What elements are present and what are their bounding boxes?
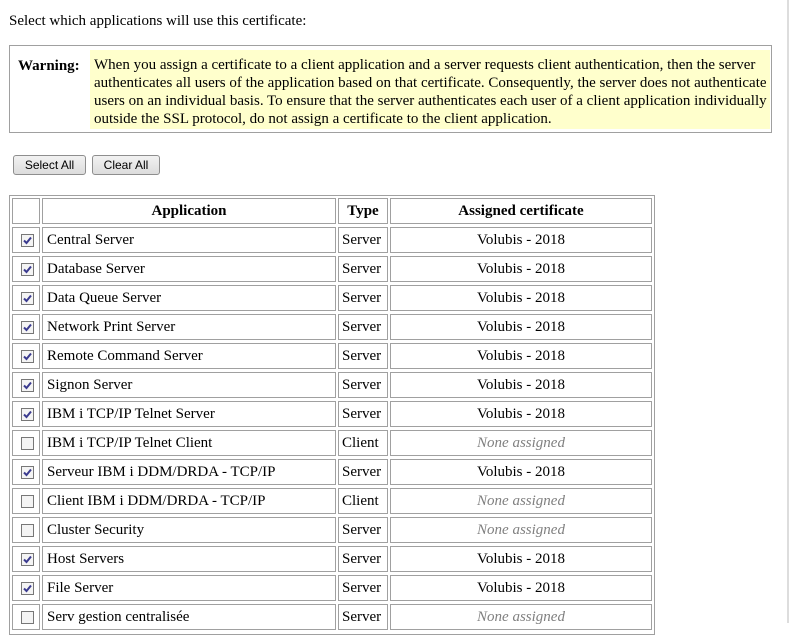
applications-table bbox=[9, 195, 655, 635]
application-type: Client bbox=[338, 430, 388, 456]
row-checkbox[interactable] bbox=[21, 263, 34, 276]
warning-text: When you assign a certificate to a client application and a server requests client authentication, then the server authenticates all users of the application based on that certificate. Consequently, the server does not authenticate users on an individual basis. To ensure that the server authenticates each user of a client application individually outside the SSL protocol, do not assign a certificate to the client application. bbox=[90, 50, 770, 129]
assigned-certificate: Volubis - 2018 bbox=[390, 459, 652, 485]
checkbox-cell bbox=[12, 285, 40, 311]
assigned-certificate: Volubis - 2018 bbox=[390, 227, 652, 253]
checkbox-cell bbox=[12, 459, 40, 485]
application-type: Server bbox=[338, 372, 388, 398]
assigned-certificate: Volubis - 2018 bbox=[390, 256, 652, 282]
checkbox-cell bbox=[12, 372, 40, 398]
row-checkbox[interactable] bbox=[21, 495, 34, 508]
checkbox-cell bbox=[12, 401, 40, 427]
checkmark-icon bbox=[22, 351, 33, 362]
application-name: Signon Server bbox=[42, 372, 336, 398]
application-name: IBM i TCP/IP Telnet Client bbox=[42, 430, 336, 456]
row-checkbox[interactable] bbox=[21, 379, 34, 392]
checkmark-icon bbox=[22, 380, 33, 391]
row-checkbox[interactable] bbox=[21, 350, 34, 363]
application-name: Data Queue Server bbox=[42, 285, 336, 311]
application-name: Host Servers bbox=[42, 546, 336, 572]
assigned-certificate: Volubis - 2018 bbox=[390, 285, 652, 311]
application-name: IBM i TCP/IP Telnet Server bbox=[42, 401, 336, 427]
header-application: Application bbox=[42, 198, 336, 224]
application-name: Client IBM i DDM/DRDA - TCP/IP bbox=[42, 488, 336, 514]
checkmark-icon bbox=[22, 264, 33, 275]
checkbox-cell bbox=[12, 517, 40, 543]
application-type: Server bbox=[338, 546, 388, 572]
checkbox-cell bbox=[12, 604, 40, 630]
row-checkbox[interactable] bbox=[21, 553, 34, 566]
warning-label: Warning: bbox=[18, 58, 80, 74]
row-checkbox[interactable] bbox=[21, 611, 34, 624]
application-name: Cluster Security bbox=[42, 517, 336, 543]
assigned-certificate: Volubis - 2018 bbox=[390, 575, 652, 601]
assigned-certificate: None assigned bbox=[390, 488, 652, 514]
assigned-certificate: None assigned bbox=[390, 604, 652, 630]
assigned-certificate: Volubis - 2018 bbox=[390, 314, 652, 340]
header-checkbox-column bbox=[12, 198, 40, 224]
application-type: Client bbox=[338, 488, 388, 514]
checkbox-cell bbox=[12, 343, 40, 369]
assigned-certificate: None assigned bbox=[390, 430, 652, 456]
application-name: Serv gestion centralisée bbox=[42, 604, 336, 630]
application-type: Server bbox=[338, 517, 388, 543]
row-checkbox[interactable] bbox=[21, 437, 34, 450]
assigned-certificate: Volubis - 2018 bbox=[390, 401, 652, 427]
application-type: Server bbox=[338, 314, 388, 340]
checkbox-cell bbox=[12, 488, 40, 514]
warning-box bbox=[9, 45, 772, 133]
row-checkbox[interactable] bbox=[21, 582, 34, 595]
application-type: Server bbox=[338, 401, 388, 427]
header-type: Type bbox=[338, 198, 388, 224]
row-checkbox[interactable] bbox=[21, 524, 34, 537]
application-type: Server bbox=[338, 285, 388, 311]
application-type: Server bbox=[338, 256, 388, 282]
row-checkbox[interactable] bbox=[21, 408, 34, 421]
checkmark-icon bbox=[22, 322, 33, 333]
checkbox-cell bbox=[12, 430, 40, 456]
application-name: Remote Command Server bbox=[42, 343, 336, 369]
application-type: Server bbox=[338, 343, 388, 369]
row-checkbox[interactable] bbox=[21, 321, 34, 334]
assigned-certificate: Volubis - 2018 bbox=[390, 372, 652, 398]
application-name: Central Server bbox=[42, 227, 336, 253]
application-type: Server bbox=[338, 459, 388, 485]
application-name: Network Print Server bbox=[42, 314, 336, 340]
checkmark-icon bbox=[22, 293, 33, 304]
checkmark-icon bbox=[22, 554, 33, 565]
assigned-certificate: Volubis - 2018 bbox=[390, 546, 652, 572]
assigned-certificate: Volubis - 2018 bbox=[390, 343, 652, 369]
application-type: Server bbox=[338, 575, 388, 601]
assigned-certificate: None assigned bbox=[390, 517, 652, 543]
checkmark-icon bbox=[22, 467, 33, 478]
checkmark-icon bbox=[22, 409, 33, 420]
row-checkbox[interactable] bbox=[21, 292, 34, 305]
application-name: Serveur IBM i DDM/DRDA - TCP/IP bbox=[42, 459, 336, 485]
row-checkbox[interactable] bbox=[21, 466, 34, 479]
checkmark-icon bbox=[22, 235, 33, 246]
header-assigned-certificate: Assigned certificate bbox=[390, 198, 652, 224]
application-name: Database Server bbox=[42, 256, 336, 282]
checkbox-cell bbox=[12, 575, 40, 601]
application-type: Server bbox=[338, 227, 388, 253]
checkbox-cell bbox=[12, 314, 40, 340]
checkbox-cell bbox=[12, 546, 40, 572]
row-checkbox[interactable] bbox=[21, 234, 34, 247]
application-name: File Server bbox=[42, 575, 336, 601]
select-all-button[interactable]: Select All bbox=[13, 155, 86, 175]
application-type: Server bbox=[338, 604, 388, 630]
checkbox-cell bbox=[12, 256, 40, 282]
clear-all-button[interactable]: Clear All bbox=[92, 155, 160, 175]
intro-text: Select which applications will use this certificate: bbox=[9, 13, 307, 29]
checkmark-icon bbox=[22, 583, 33, 594]
checkbox-cell bbox=[12, 227, 40, 253]
